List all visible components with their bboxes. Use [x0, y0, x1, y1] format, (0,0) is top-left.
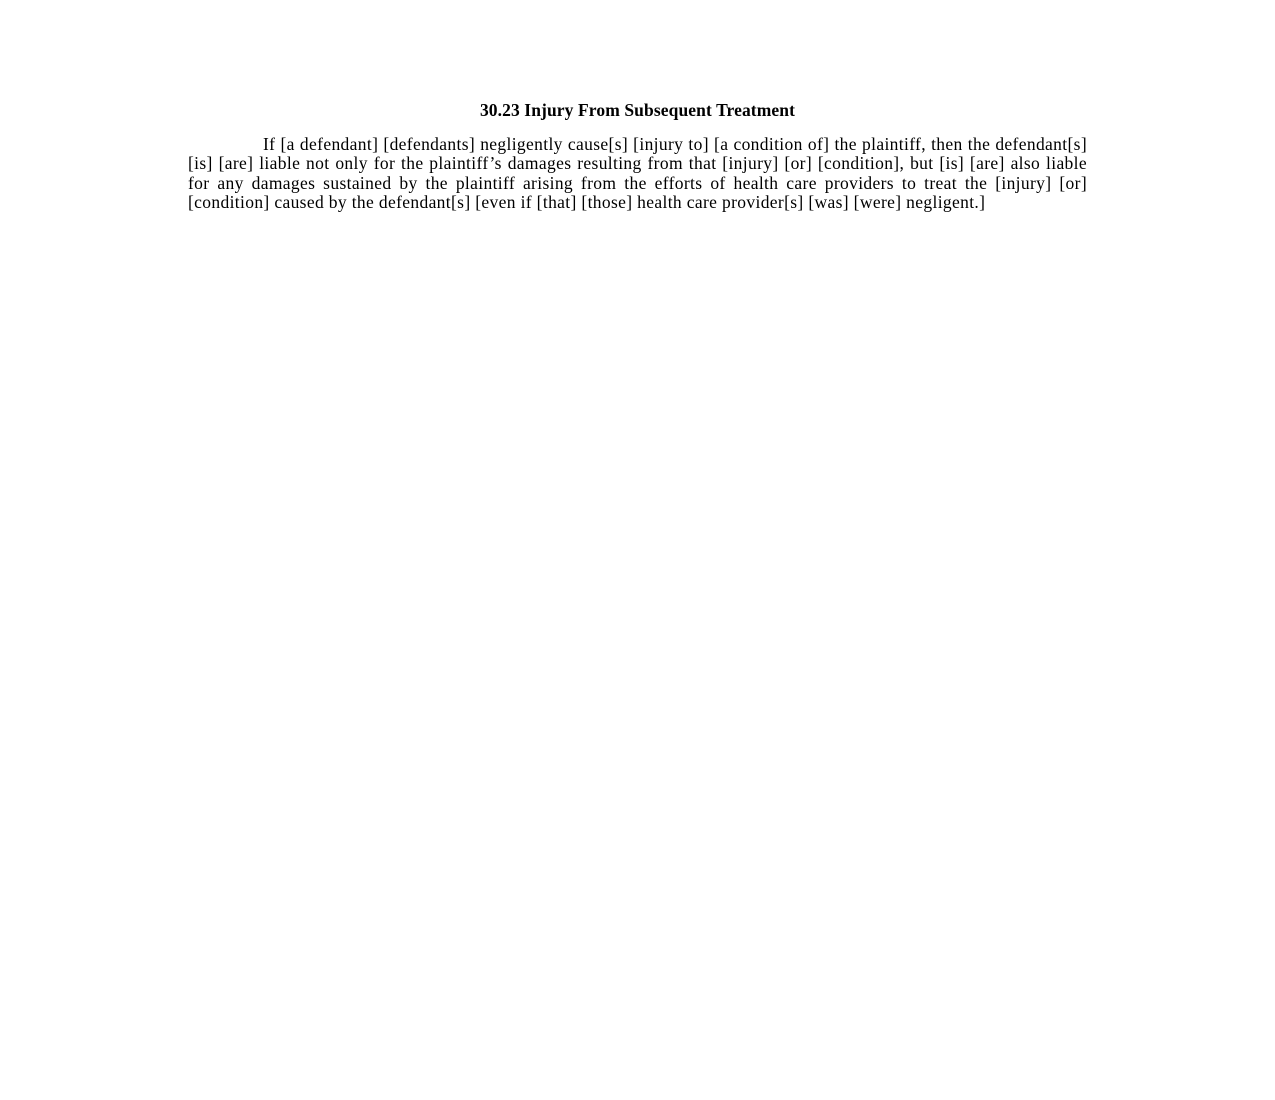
page-title: 30.23 Injury From Subsequent Treatment — [479, 100, 796, 120]
body-paragraph: If [a defendant] [defendants] negligently cause[s] [injury to] [a condition of] the plaintiff, then the defendant[s] [is] [are] liable not only for the plaintiff’s damages resulting from that [injury] [or] [condition], but [is] [are] also liable for any damages sustained by the plaintiff arising from the efforts of health care providers to treat the [injury] [or] [condition] caused by the defendant[s] [even if [that] [those] health care provider[s] [was] [were] negligent.] — [188, 134, 1087, 212]
